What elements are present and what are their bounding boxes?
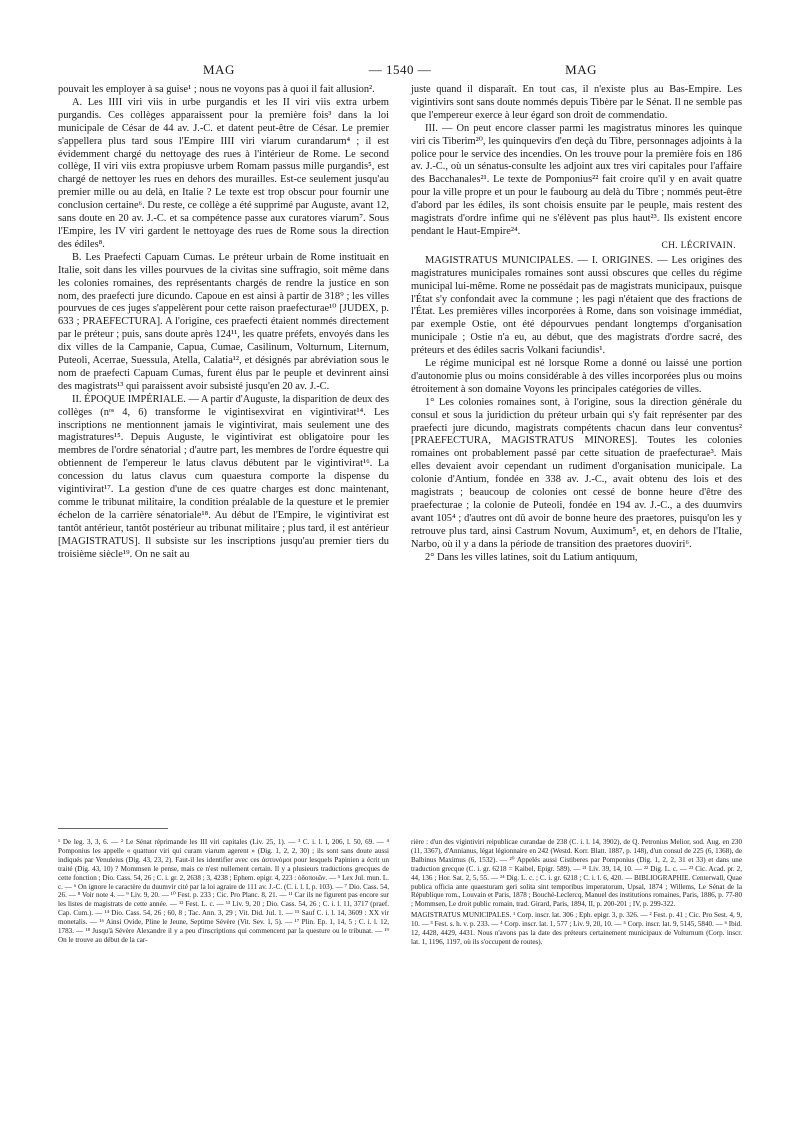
paragraph: II. ÉPOQUE IMPÉRIALE. — A partir d'Auguste, la disparition de deux des collèges (nᵒˢ 4, 6) transforme le vigintisexvirat en vigintivirat¹⁴. Les inscriptions ne mentionnent jamais le vigintivirat, mais seulement une des magistratures¹⁵. Depuis Auguste, le vigintivirat est obligatoire pour les membres de l'ordre sénatorial ; d'autre part, les membres de l'ordre équestre qui obtiennent de l'empereur le latus clavus débutent par le vigintivirat¹⁶. La concession du latus clavus cum quaestura comporte la dispense du vigintivirat¹⁷. La gestion d'une de ces quatre charges est donc maintenant, comme le tribunat militaire, la condition préalable de la questure et le premier échelon de la carrière sénatoriale¹⁸. Au début de l'Empire, le vigintivirat est tantôt antérieur, tantôt postérieur au tribunat militaire ; plus tard, il est antérieur [MAGISTRATUS]. Il subsiste sur les inscriptions jusqu'au premier tiers du troisième siècle¹⁹. On ne sait au xyxy=(58,393,389,560)
author-signature: CH. LÉCRIVAIN. xyxy=(661,240,736,251)
paragraph: juste quand il disparaît. En tout cas, il n'existe plus au Bas-Empire. Les vigintivirs sont sans doute nommés depuis Tibère par le Sénat. Il ne semble pas que l'empereur exerce à leur égard son droit de commendatio. xyxy=(411,84,742,121)
paragraph: Le régime municipal est né lorsque Rome a donné ou laissé une portion d'autonomie plus ou moins considérable à des villes incorporées plus ou moins étroitement à son domaine Voyons les principales catégories de villes. xyxy=(411,358,742,395)
footnotes-left xyxy=(58,838,389,945)
footnote-rule xyxy=(58,828,168,829)
article-heading-paragraph: MAGISTRATUS MUNICIPALES. — I. ORIGINES. — Les origines des magistratures municipales romaines sont aussi obscures que celles du régime municipal lui-même. Rome ne possédait pas de magistrats municipaux, puisque l'État s'y confondait avec la commune ; les pagi n'étaient que des fractions de l'État. Les premières villes incorporées à Rome, dans son voisinage immédiat, par exemple Ostie, ont été dépourvues pendant longtemps d'organisation municipale ; Ostie n'a eu, au début, que des magistrats d'ordre sacré, des préteurs et des édiles sacris Volkani faciundis¹. xyxy=(411,254,742,357)
paragraph: A. Les IIII viri viis in urbe purgandis et les II viri viis extra urbem purgandis. Ces collèges apparaissent pour la première fois³ dans la loi municipale de César de 44 av. J.-C. et datent peut-être de César. Le premier s'appellera plus tard sous l'Empire IIII viri viarum curandarum⁴ ; il est évidemment chargé du nettoyage des rues à l'intérieur de Rome. Le second collège, II viri viis extra propiusve urbem Romam passus mille purgandis⁵, est chargé de nettoyer les rues en dehors des murailles. Est-ce seulement jusqu'au premier mille ou au delà, en Italie ? Le texte est trop obscur pour fournir une conclusion certaine⁶. Du reste, ce collège a été supprimé par Auguste, avant 12, sans doute en 20 av. J.-C. et sa compétence passe aux curatores viarum⁷. Sous l'Empire, les IV viri gardent le nettoyage des rues de Rome sous la direction des édiles⁸. xyxy=(58,96,389,250)
right-column xyxy=(411,84,742,565)
page-header xyxy=(58,62,742,78)
footnotes-right xyxy=(411,838,742,947)
footnote-block: MAGISTRATUS MUNICIPALES. ¹ Corp. inscr. lat. 306 ; Eph. epigr. 3, p. 326. — ² Fest. p. 41 ; Cic. Pro Sest. 4, 9, 10. — ³ Fest. s. h. v. p. 233. — ⁴ Corp. inscr. lat. 1, 577 ; Liv. 9, 20, 10. — ⁵ Corp. inscr. lat. 9, 5145, 5840. — ⁶ Ibid. 12, 4428, 4429, 4431. Nous n'avons pas la date des préteurs certainement municipaux de Volturnum (Corp. inscr. lat. 1, 1196, 1197, où ils s'occupent de routes). xyxy=(411,911,742,946)
paragraph: 1° Les colonies romaines sont, à l'origine, sous la direction générale du consul et sous la juridiction du préteur urbain qui s'y fait représenter par des praefecti jure dicundo, magistrats compétents chacun dans leur conventus² [PRAEFECTURA, MAGISTRATUS MINORES]. Toutes les colonies romaines ont probablement passé par cette situation de praefecturae³. Mais elles devaient avoir cependant un rudiment d'organisation municipale. La colonie d'Antium, fondée en 338 av. J.-C., avait obtenu des lois et des magistrats ; beaucoup de colonies ont cessé de bonne heure d'être des praefecturae ; la colonie de Puteoli, fondée en 194 av. J.-C., a des duumvirs avant 105⁴ ; d'autres ont dû avoir de bonne heure des praetores, puisqu'on les y retrouve plus tard, ainsi Castrum Novum, Auximum⁵, et, en dehors de l'Italie, Narbo, où il y a dans la période de transition des praetores duoviri⁶. xyxy=(411,396,742,550)
paragraph: pouvait les employer à sa guise¹ ; nous ne voyons pas à quoi il fait allusion². xyxy=(58,84,375,95)
paragraph: B. Les Praefecti Capuam Cumas. Le préteur urbain de Rome instituait en Italie, soit dans les villes pourvues de la civitas sine suffragio, soit même dans les colonies romaines, des représentants chargés de rendre la justice en son nom, des praefecti jure dicundo. Capoue en est ainsi à partir de 318⁹ ; les villes pourvues de ces juges s'appelèrent pour cette raison praefecturae¹⁰ [JUDEX, p. 633 ; PRAEFECTURA]. A l'origine, ces praefecti étaient nommés directement par le préteur ; puis, sans doute après 124¹¹, les quatre préfets, envoyés dans les dix villes de la Campanie, Capua, Cumae, Casilinum, Volturnum, Liternum, Puteoli, Acerrae, Suessula, Atella, Calatia¹², et désignés par abréviation sous le nom de praefecti Capuam Cumas, furent élus par le peuple et devinrent ainsi des magistrats¹³ qui paraissent avoir subsisté jusqu'en 20 av. J.-C. xyxy=(58,251,389,392)
footnote-block: rière : d'un des vigintiviri reipublicae curandae de 238 (C. i. l. 14, 3902), de Q. Petronius Melior, sod. Aug. en 230 (11, 3367), d'Annianus, légat légionnaire en 242 (Westd. Korr. Blatt. 1887, p. 148), d'un consul de 225 (6, 1368), de Balbinus Maximus (6, 1532). — ²⁰ Appelés aussi Cistiberes par Pomponius (Dig. 1, 2, 2, 31 et 33) et dans une traduction grecque (C. i. gr. 6218 = Kaibel, Epigr. 589). — ²¹ Liv. 39, 14, 10. — ²² Dig. L. c. — ²³ Cic. Acad. pr. 2, 44, 136 ; Hor. Sat. 2, 5, 55. — ²⁴ Dig. L. c. ; C. i. gr. 6218 ; C. i. l. 6, 420. — BIBLIOGRAPHIE. Centerwall, Quae publica officia ante quaesturam geri solita sint temporibus imperatorum, Upsal, 1874 ; Willems, Le Sénat de la République rom., Louvain et Paris, 1878 ; Bouché-Leclercq, Manuel des institutions romaines, Paris, 1886, p. 77-80 ; Mommsen, Le droit public romain, trad. Girard, Paris, 1894, II, p. 200-201 ; IV, p. 299-322. xyxy=(411,838,742,909)
left-column xyxy=(58,84,389,562)
running-head-right: MAG xyxy=(565,62,597,77)
page-number: — 1540 — xyxy=(368,62,432,77)
paragraph: III. — On peut encore classer parmi les magistratus minores les quinque viri cis Tiberim²⁰, les quinquevirs d'en deçà du Tibre, personnages adjoints à la police pour le service des incendies. On les trouve pour la première fois en 186 av. J.-C., où un sénatus-consulte les adjoint aux tres viri capitales pour l'affaire des Bacchanales²¹. Le texte de Pomponius²² fait croire qu'il y en avait quatre pour la ville propre et un pour le faubourg au delà du Tibre ; nommés peut-être d'abord par les édiles, ils sont choisis ensuite par le peuple, mais restent des magistrats d'ordre infime qui ne s'élèvent pas plus haut²³. Ils existent encore pendant le Haut-Empire²⁴. xyxy=(411,122,742,237)
footnote-block: ¹ De leg. 3, 3, 6. — ² Le Sénat réprimande les III viri capitales (Liv. 25, 1). — ³ C. i. l. I, 206, l. 50, 69. — ⁴ Pomponius les appelle « quattuor viri qui curam viarum agerent » (Dig. 1, 2, 2, 30) ; ils sont sans doute aussi indiqués par Venuleius (Dig. 43, 23, 2). Faut-il les identifier avec ces ἀστυνόμοι pour lesquels Papinien a écrit un traité (Dig. 43, 10) ? Mommsen le pense, mais ce n'est nullement certain. Il y a plusieurs traductions grecques de cette fonction ; Dio. Cass. 54, 26 ; C. i. gr. 2, 2638 ; 3, 4238 ; Ephem. epigr. 4, 223 : ὁδοποιῶν. — ⁵ Lex Jul. mun. L. c. — ⁶ On ignore le caractère du duumvir cité par la loi agraire de 111 av. J.-C. (C. i. l. I, p. 103). — ⁷ Dio. Cass. 54, 26. — ⁸ Voir note 4. — ⁹ Liv. 9, 20. — ¹⁰ Fest. p. 233 ; Cic. Pro Planc. 8, 21. — ¹¹ Car ils ne figurent pas encore sur les listes de magistrats de cette année. — ¹² Fest. L. c. — ¹³ Liv. 9, 20 ; Dio. Cass. 54, 26 ; C. i. l. 11, 3717 (praef. Cap. Cum.). — ¹⁴ Dio. Cass. 54, 26 ; 60, 8 ; Tac. Ann. 3, 29 ; Vit. Did. Jul. 1. — ¹⁵ Sauf C. i. l. 14, 3609 : XX vir monetalis. — ¹⁶ Ainsi Ovide, Pline le Jeune, Septime Sévère (Vit. Sev. 1, 5). — ¹⁷ Plin. Ep. 1, 14, 5 ; C. i. l. 12, 1783. — ¹⁸ Jusqu'à Sévère Alexandre il y a peu d'inscriptions qui commencent par la questure ou le tribunat. — ¹⁹ On le trouve au début de la car- xyxy=(58,838,389,944)
paragraph: 2° Dans les villes latines, soit du Latium antiquum, xyxy=(425,551,638,563)
running-head-left: MAG xyxy=(203,62,235,77)
